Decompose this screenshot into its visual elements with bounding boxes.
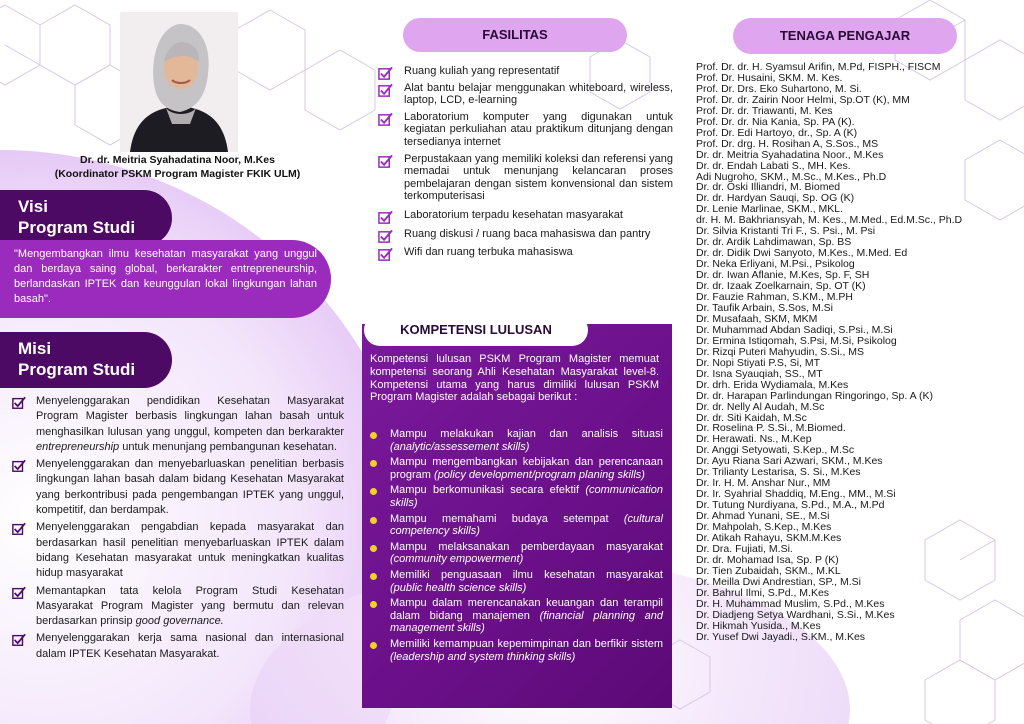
misi-heading-line1: Misi [18, 339, 52, 358]
tenaga-pengajar-item: Dr. Atikah Rahayu, SKM.M.Kes [696, 531, 842, 544]
tenaga-pengajar-item: Dr. Dra. Fujiati, M.Si. [696, 542, 793, 555]
tenaga-pengajar-item: Dr. Ir. H. M. Anshar Nur., MM [696, 477, 831, 490]
checkbox-check-icon [12, 459, 26, 473]
kompetensi-item-english: (public health science skills) [390, 581, 527, 594]
kompetensi-item [370, 513, 663, 538]
fasilitas-item-text: Ruang kuliah yang representatif [404, 65, 560, 77]
kompetensi-item-text: Mampu berkomunikasi secara efektif [390, 484, 586, 497]
visi-text-box [0, 240, 331, 318]
tenaga-pengajar-item: Dr. Tien Zubaidah, SKM., M.KL [696, 564, 841, 577]
misi-list [12, 394, 344, 664]
tenaga-pengajar-item: Dr. Diadjeng Setya Wardhani, S.Si., M.Kes [696, 608, 895, 621]
kompetensi-item-text: Memiliki kemampuan kepemimpinan dan berfikir sistem [390, 637, 663, 650]
checkbox-check-icon [378, 154, 393, 169]
checkbox-check-icon [378, 229, 393, 244]
kompetensi-item-english: (analytic/assessement skills) [390, 440, 530, 453]
misi-item-text: Menyelenggarakan dan menyebarluaskan penelitian berbasis lingkungan lahan basah dalam bidang Kesehatan Masyarakat yang berkontribusi pada pengembangan IPTEK yang unggul, kompetitif, dan berdampak. [36, 458, 344, 517]
bullet-dot-icon [370, 488, 377, 495]
kompetensi-item [370, 569, 663, 594]
tenaga-pengajar-item: Dr. Lenie Marlinae, SKM., MKL. [696, 203, 844, 216]
tenaga-pengajar-item: Dr. dr. Hardyan Sauqi, Sp. OG (K) [696, 192, 855, 205]
kompetensi-item-text: Mampu mengembangkan kebijakan dan perencanaan program [390, 456, 663, 481]
tenaga-pengajar-item: Dr. dr. Izaak Zoelkarnain, Sp. OT (K) [696, 280, 866, 293]
tenaga-pengajar-item: Dr. Fauzie Rahman, S.KM., M.PH [696, 291, 853, 304]
bullet-dot-icon [370, 601, 377, 608]
kompetensi-item-english: (cultural competency skills) [390, 512, 663, 538]
visi-heading [0, 190, 172, 246]
coordinator-caption [20, 153, 335, 181]
kompetensi-item-text: Mampu memahami budaya setempat [390, 512, 624, 525]
bullet-dot-icon [370, 460, 377, 467]
misi-item [12, 520, 344, 581]
tenaga-pengajar-item: Dr. drh. Erida Wydiamala, M.Kes [696, 378, 849, 391]
checkbox-check-icon [378, 83, 393, 98]
tenaga-pengajar-item: Dr. Musafaah, SKM, MKM [696, 312, 818, 325]
misi-item [12, 394, 344, 455]
misi-item-text: Menyelenggarakan pendidikan Kesehatan Masyarakat Program Magister berbasis lingkungan lahan basah untuk menghasilkan lulusan yang unggul, kompeten dan berkarakter [36, 395, 344, 438]
bullet-dot-icon [370, 642, 377, 649]
tenaga-pengajar-item: Prof. Dr. dr. H. Syamsul Arifin, M.Pd, FISPH., FISCM [696, 61, 941, 73]
tenaga-pengajar-item: Dr. Taufik Arbain, S.Sos, M.Si [696, 301, 833, 314]
tenaga-pengajar-item: Dr. dr. Endah Labati S., MH. Kes. [696, 159, 851, 172]
fasilitas-item-text: Perpustakaan yang memiliki koleksi dan referensi yang memadai untuk menunjang kelancaran proses pembelajaran dengan sistem konvensional dan sistem terkomputerisasi [404, 152, 673, 203]
tenaga-pengajar-item: Prof. Dr. dr. Triawanti, M. Kes [696, 104, 833, 117]
bullet-dot-icon [370, 432, 377, 439]
tenaga-pengajar-item: Dr. dr. Oski Illiandri, M. Biomed [696, 181, 841, 194]
kompetensi-item [370, 484, 663, 509]
fasilitas-item-text: Laboratorium terpadu kesehatan masyarakat [404, 208, 623, 221]
kompetensi-item-text: Mampu melakukan kajian dan analisis situasi [390, 428, 663, 440]
tenaga-pengajar-item: Dr. Meilla Dwi Andrestian, SP., M.Si [696, 575, 861, 588]
kompetensi-item [370, 638, 663, 663]
kompetensi-item-english: (leadership and system thinking skills) [390, 650, 576, 663]
tenaga-pengajar-item: Dr. Trilianty Lestarisa, S. Si., M.Kes [696, 466, 861, 479]
kompetensi-item-text: Memiliki penguasaan ilmu kesehatan masyarakat [390, 568, 663, 581]
coordinator-portrait-illustration [120, 12, 238, 152]
tenaga-pengajar-item: Dr. Muhammad Abdan Sadiqi, S.Psi., M.Si [696, 323, 893, 336]
bullet-dot-icon [370, 573, 377, 580]
tenaga-pengajar-item: Dr. Neka Erliyani, M.Psi., Psikolog [696, 258, 855, 271]
fasilitas-item [378, 111, 673, 149]
tenaga-pengajar-item: Dr. dr. Iwan Aflanie, M.Kes, Sp. F, SH [696, 269, 870, 282]
checkbox-check-icon [378, 247, 393, 262]
tenaga-pengajar-item: dr. H. M. Bakhriansyah, M. Kes., M.Med., Ed.M.Sc., Ph.D [696, 214, 963, 227]
tenaga-pengajar-item: Dr. Ermina Istiqomah, S.Psi, M.Si, Psikolog [696, 334, 897, 347]
misi-item-emphasis: good governance. [135, 615, 224, 628]
visi-text: "Mengembangkan ilmu kesehatan masyarakat yang unggul dan berdaya saing global, berkarakter entrepreneurship, berlandaskan IPTEK dan keunggulan lokal lingkungan lahan basah". [14, 248, 317, 305]
checkbox-check-icon [12, 522, 26, 536]
tenaga-pengajar-item: Dr. Herawati. Ns., M.Kep [696, 433, 812, 446]
misi-heading-line2: Program Studi [18, 360, 136, 379]
tenaga-pengajar-item: Dr. Bahrul Ilmi, S.Pd., M.Kes [696, 586, 830, 599]
tenaga-pengajar-item: Prof. Dr. Husaini, SKM. M. Kes. [696, 71, 843, 84]
checkbox-check-icon [12, 586, 26, 600]
tenaga-pengajar-list [696, 62, 1021, 643]
kompetensi-item [370, 456, 663, 481]
tenaga-pengajar-item: Prof. Dr. Edi Hartoyo, dr., Sp. A (K) [696, 126, 858, 139]
tenaga-pengajar-item: Prof. Dr. dr. Zairin Noor Helmi, Sp.OT (K), MM [696, 93, 910, 106]
tenaga-pengajar-item: Dr. dr. Ardik Lahdimawan, Sp. BS [696, 236, 852, 249]
visi-heading-line2: Program Studi [18, 218, 136, 237]
kompetensi-item-english: (community empowerment) [390, 553, 524, 566]
fasilitas-item-text: Ruang diskusi / ruang baca mahasiswa dan pantry [404, 227, 651, 240]
kompetensi-item-english: (communication skills) [390, 484, 663, 509]
checkbox-check-icon [378, 112, 393, 127]
kompetensi-item [370, 597, 663, 635]
tenaga-pengajar-item: Dr. Mahpolah, S.Kep., M.Kes [696, 521, 832, 534]
checkbox-check-icon [12, 396, 26, 410]
fasilitas-heading: FASILITAS [403, 18, 627, 52]
kompetensi-item [370, 541, 663, 566]
misi-item-text: Memantapkan tata kelola Program Studi Kesehatan Masyarakat Program Magister yang bermutu dan relevan berdasarkan prinsip [36, 584, 344, 628]
kompetensi-item-text: Mampu melaksanakan pemberdayaan masyarakat [390, 540, 663, 553]
tenaga-pengajar-item: Prof. Dr. drg. H. Rosihan A, S.Sos., MS [696, 137, 879, 150]
tenaga-pengajar-item: Dr. Isna Syauqiah, SS., MT [696, 367, 823, 380]
fasilitas-item [378, 228, 673, 241]
checkbox-check-icon [378, 210, 393, 225]
tenaga-pengajar-item: Dr. Ayu Riana Sari Azwari, SKM., M.Kes [696, 455, 883, 468]
tenaga-pengajar-item: Dr. H. Muhammad Muslim, S.Pd., M.Kes [696, 597, 885, 610]
fasilitas-item [378, 246, 673, 259]
tenaga-pengajar-item: Dr. Rizqi Puteri Mahyudin, S.Si., MS [696, 345, 865, 358]
tenaga-pengajar-item: Dr. Ir. Syahrial Shaddiq, M.Eng., MM., M.Si [696, 488, 896, 501]
tenaga-pengajar-item: Prof. Dr. dr. Nia Kania, Sp. PA (K). [696, 115, 855, 128]
kompetensi-item-english: (policy development/program planing skills) [434, 468, 645, 481]
misi-item [12, 584, 344, 630]
tenaga-pengajar-item: Prof. Dr. Drs. Eko Suhartono, M. Si. [696, 82, 862, 95]
tenaga-pengajar-item: Dr. Nopi Stiyati P.S, Si, MT [696, 356, 821, 369]
fasilitas-item [378, 153, 673, 203]
misi-item-emphasis: entrepreneurship [36, 440, 120, 453]
fasilitas-item [378, 209, 673, 222]
tenaga-pengajar-item: Dr. Roselina P. S.Si., M.Biomed. [696, 422, 846, 435]
tenaga-pengajar-item: Dr. dr. Mohamad Isa, Sp. P (K) [696, 553, 839, 566]
tenaga-pengajar-item: Dr. Silvia Kristanti Tri F., S. Psi., M. Psi [696, 225, 876, 238]
visi-heading-line1: Visi [18, 197, 48, 216]
fasilitas-item-text: Alat bantu belajar menggunakan whiteboard, wireless, laptop, LCD, e-learning [404, 81, 673, 107]
kompetensi-item [370, 428, 663, 453]
bullet-dot-icon [370, 517, 377, 524]
kompetensi-intro: Kompetensi lulusan PSKM Program Magister memuat kompetensi seorang Ahli Kesehatan Masyarakat level-8. Kompetensi utama yang harus dimiliki lulusan PSKM Program Magister adalah sebagai berikut : [370, 353, 659, 404]
tenaga-pengajar-item: Dr. dr. Siti Kaidah, M.Sc [696, 411, 807, 424]
misi-heading [0, 332, 172, 388]
coordinator-role: (Koordinator PSKM Program Magister FKIK ULM) [54, 168, 301, 180]
tenaga-pengajar-item: Dr. Ahmad Yunani, SE., M.Si [696, 510, 830, 523]
fasilitas-item [378, 65, 673, 78]
tenaga-pengajar-item: Dr. Anggi Setyowati, S.Kep., M.Sc [696, 444, 855, 457]
coordinator-name: Dr. dr. Meitria Syahadatina Noor, M.Kes [80, 154, 275, 166]
misi-item [12, 457, 344, 518]
kompetensi-item-text: Mampu dalam merencanakan keuangan dan terampil dalam bidang manajemen [390, 597, 663, 622]
checkbox-check-icon [378, 66, 393, 81]
checkbox-check-icon [12, 633, 26, 647]
fasilitas-list [378, 65, 673, 259]
fasilitas-item [378, 82, 673, 107]
tenaga-pengajar-item: Dr. dr. Didik Dwi Sanyoto, M.Kes., M.Med. Ed [696, 247, 908, 260]
tenaga-pengajar-item: Dr. dr. Harapan Parlindungan Ringoringo, Sp. A (K) [696, 389, 933, 402]
tenaga-pengajar-item: Dr. Yusef Dwi Jayadi., S.KM., M.Kes [696, 630, 866, 643]
misi-item-text: Menyelenggarakan kerja sama nasional dan internasional dalam IPTEK Kesehatan Masyarakat. [36, 632, 344, 660]
misi-item [12, 631, 344, 662]
kompetensi-item-english: (financial planning and management skills) [390, 609, 663, 635]
tenaga-pengajar-item: Dr. Tutung Nurdiyana, S.Pd., M.A., M.Pd [696, 499, 885, 512]
kompetensi-heading: KOMPETENSI LULUSAN [364, 314, 588, 346]
tenaga-pengajar-heading: TENAGA PENGAJAR [733, 18, 957, 54]
coordinator-photo [120, 12, 238, 152]
kompetensi-list [370, 428, 663, 666]
fasilitas-item-text: Laboratorium komputer yang digunakan untuk kegiatan perkuliahan atau praktikum ditunjang dengan tersedianya internet [404, 110, 673, 148]
tenaga-pengajar-item: Dr. dr. Meitria Syahadatina Noor., M.Kes [696, 148, 884, 161]
misi-item-text: Menyelenggarakan pengabdian kepada masyarakat dan berdasarkan hasil penelitian menyebarluaskan IPTEK dalam bidang Kesehatan masyarakat untuk meningkatkan kualitas hidup masyarakat [36, 521, 344, 580]
fasilitas-item-text: Wifi dan ruang terbuka mahasiswa [404, 246, 573, 259]
tenaga-pengajar-item: Adi Nugroho, SKM., M.Sc., M.Kes., Ph.D [696, 170, 887, 183]
bullet-dot-icon [370, 545, 377, 552]
misi-item-text-end: untuk menunjang pembangunan kesehatan. [119, 440, 337, 453]
tenaga-pengajar-item: Dr. dr. Nelly Al Audah, M.Sc [696, 400, 825, 413]
tenaga-pengajar-item: Dr. Hikmah Yusida., M.Kes [696, 619, 821, 632]
